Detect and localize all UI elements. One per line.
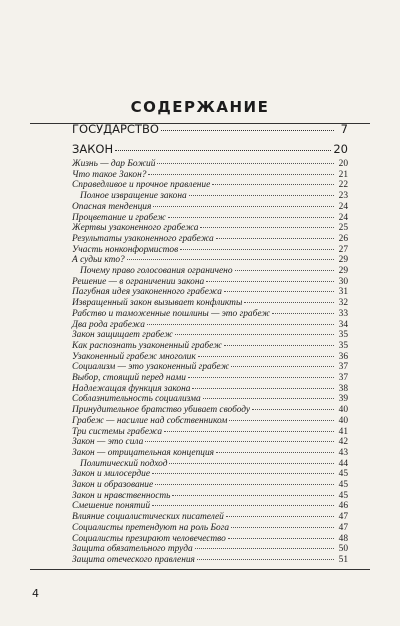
toc-entry-page: 37 <box>338 362 348 373</box>
toc-leader-dots <box>157 163 334 164</box>
toc-entry-page: 38 <box>338 383 348 394</box>
toc-entry-page: 27 <box>338 244 348 255</box>
toc-entry-label: Надлежащая функция закона <box>72 383 191 394</box>
toc-entry-page: 26 <box>338 233 348 244</box>
toc-entry-page: 42 <box>338 437 348 448</box>
toc-entry-label: Выбор, стоящий перед нами <box>72 373 186 383</box>
toc-entry-page: 40 <box>338 415 348 426</box>
toc-leader-dots <box>231 366 334 367</box>
toc-entry-label: Полное извращение закона <box>80 191 187 202</box>
toc-entry-label: Защита отеческого правления <box>72 554 195 565</box>
toc-entry-label: Почему право голосования ограничено <box>80 266 233 276</box>
toc-entry-label: Защита обязательного труда <box>72 544 193 555</box>
toc-entry-label: А судьи кто? <box>72 255 125 266</box>
toc-leader-dots <box>127 259 334 260</box>
toc-leader-dots <box>172 495 334 496</box>
toc-entry-page: 47 <box>338 522 348 533</box>
toc-entry-label: Закон и милосердие <box>72 469 150 480</box>
toc-entry <box>72 202 348 213</box>
toc-entry-page: 43 <box>338 447 348 458</box>
toc-entry-label: ЗАКОН <box>72 142 114 156</box>
toc-entry-page: 45 <box>338 490 348 501</box>
toc-leader-dots <box>152 505 334 506</box>
toc-entry <box>72 501 348 512</box>
toc-entry-label: Рабство и таможенные пошлины — это грабеж <box>72 308 270 319</box>
toc-entry <box>72 534 348 545</box>
toc-entry-page: 25 <box>338 223 348 234</box>
toc-leader-dots <box>148 174 334 175</box>
toc-entry-label: Социалисты презирают человечество <box>72 533 226 544</box>
toc-entry-page: 33 <box>338 308 348 319</box>
toc-entry-page: 20 <box>333 142 348 156</box>
toc-entry-page: 44 <box>338 458 348 469</box>
toc-leader-dots <box>200 227 334 228</box>
toc-entry <box>72 523 348 534</box>
toc-leader-dots <box>206 281 334 282</box>
toc-entry-page: 34 <box>338 319 348 330</box>
toc-entry <box>72 144 348 155</box>
toc-leader-dots <box>180 249 334 250</box>
toc-entry-label: Узаконенный грабеж многолик <box>72 351 196 362</box>
toc-entry-page: 32 <box>338 298 348 309</box>
toc-leader-dots <box>244 302 334 303</box>
toc-entry <box>72 330 348 341</box>
toc-leader-dots <box>229 420 334 421</box>
toc-entry <box>72 437 348 448</box>
toc-leader-dots <box>226 516 334 517</box>
toc-entry-label: Жизнь — дар Божий <box>72 159 156 169</box>
toc-entry <box>72 309 348 320</box>
toc-entry-label: Закон защищает грабеж <box>72 330 173 341</box>
toc-entry-page: 37 <box>338 373 348 383</box>
toc-entry-page: 30 <box>338 276 348 287</box>
toc-entry-page: 47 <box>338 512 348 523</box>
toc-entry <box>72 341 348 352</box>
toc-entry-label: Пагубная идея узаконенного грабежа <box>72 287 222 298</box>
toc-leader-dots <box>195 548 334 549</box>
toc-entry <box>72 266 348 277</box>
toc-leader-dots <box>203 398 334 399</box>
toc-leader-dots <box>235 270 334 271</box>
toc-entry-label: Результаты узаконенного грабежа <box>72 233 214 244</box>
toc-entry-label: Влияние социалистических писателей <box>72 512 224 523</box>
toc-entry-page: 51 <box>338 554 348 565</box>
toc-entry <box>72 480 348 491</box>
toc-leader-dots <box>231 527 334 528</box>
toc-entry-page: 41 <box>338 426 348 437</box>
toc-entry-label: Закон и образование <box>72 480 154 490</box>
toc-entry <box>72 394 348 405</box>
toc-entry <box>72 234 348 245</box>
bottom-rule <box>30 569 370 570</box>
toc-entry-label: Грабеж — насилие над собственником <box>72 415 228 426</box>
toc-entry <box>72 298 348 309</box>
toc-entry-label: Закон — отрицательная концепция <box>72 447 215 458</box>
toc-leader-dots <box>168 217 334 218</box>
toc-leader-dots <box>155 484 334 485</box>
toc-leader-dots <box>228 538 334 539</box>
toc-leader-dots <box>224 345 334 346</box>
toc-leader-dots <box>145 441 334 442</box>
toc-leader-dots <box>115 150 331 151</box>
toc-entry-label: Социализм — это узаконенный грабеж <box>72 362 230 373</box>
toc-entry-page: 29 <box>338 255 348 266</box>
toc-entry-label: Извращенный закон вызывает конфликты <box>72 298 243 309</box>
toc-entry-label: Политический подход <box>80 458 168 469</box>
toc-entry-label: Решение — в ограничении закона <box>72 276 205 287</box>
toc-entry <box>72 213 348 224</box>
toc-entry-page: 36 <box>338 351 348 362</box>
toc-leader-dots <box>164 431 334 432</box>
toc-entry-page: 45 <box>338 469 348 480</box>
toc-entry <box>72 405 348 416</box>
toc-entry <box>72 544 348 555</box>
toc-entry-page: 46 <box>338 501 348 512</box>
toc-entry-label: Закон — это сила <box>72 437 144 448</box>
toc-entry-page: 31 <box>338 287 348 298</box>
toc-entry <box>72 320 348 331</box>
toc-entry <box>72 191 348 202</box>
toc-entry-label: Справедливое и прочное правление <box>72 180 211 191</box>
toc-entry-page: 24 <box>338 201 348 212</box>
toc-leader-dots <box>216 452 334 453</box>
toc-entry-page: 45 <box>338 480 348 490</box>
toc-leader-dots <box>272 313 334 314</box>
toc-entry-page: 24 <box>338 212 348 223</box>
toc-entry-page: 21 <box>338 169 348 180</box>
toc-leader-dots <box>197 559 334 560</box>
toc-leader-dots <box>192 388 334 389</box>
toc-entry <box>72 124 348 135</box>
toc-entry-label: Как распознать узаконенный грабеж <box>72 340 222 351</box>
page-number: 4 <box>32 587 39 600</box>
toc-leader-dots <box>147 324 334 325</box>
toc-entry-label: Закон и нравственность <box>72 490 171 501</box>
toc-entry <box>72 373 348 384</box>
toc-entry <box>72 245 348 256</box>
toc-entry <box>72 427 348 438</box>
toc-entry-label: Что такое Закон? <box>72 169 147 180</box>
toc-leader-dots <box>169 463 334 464</box>
toc-entry-label: Три системы грабежа <box>72 426 163 437</box>
toc-entry-label: Процветание и грабеж <box>72 212 166 223</box>
toc-leader-dots <box>152 473 334 474</box>
toc-entry-page: 7 <box>340 122 348 136</box>
toc-entry-label: Соблазнительность социализма <box>72 394 201 405</box>
toc-entry-page: 29 <box>338 266 348 276</box>
toc-entry-page: 20 <box>338 159 348 169</box>
toc-entry-page: 22 <box>338 180 348 191</box>
toc-entry-label: ГОСУДАРСТВО <box>72 122 159 136</box>
toc-leader-dots <box>175 334 334 335</box>
toc-leader-dots <box>224 291 334 292</box>
toc-entry <box>72 287 348 298</box>
toc-entry <box>72 512 348 523</box>
page-title: СОДЕРЖАНИЕ <box>130 98 270 116</box>
toc-entry <box>72 352 348 363</box>
toc-entry <box>72 362 348 373</box>
toc-leader-dots <box>198 356 334 357</box>
toc-entry-page: 40 <box>338 405 348 416</box>
toc-entry-page: 35 <box>338 330 348 341</box>
toc-leader-dots <box>153 206 334 207</box>
toc-entry-page: 50 <box>338 544 348 555</box>
toc-entry <box>72 459 348 470</box>
toc-entry <box>72 159 348 170</box>
toc-entry <box>72 469 348 480</box>
toc-leader-dots <box>252 409 334 410</box>
toc-entry <box>72 555 348 566</box>
toc-entry-page: 23 <box>338 191 348 202</box>
toc-entry-page: 48 <box>338 533 348 544</box>
toc-entry <box>72 255 348 266</box>
toc-entry <box>72 448 348 459</box>
toc-leader-dots <box>189 195 334 196</box>
toc-entry-label: Опасная тенденция <box>72 201 152 212</box>
toc-entry-label: Принудительное братство убивает свободу <box>72 405 251 416</box>
toc-leader-dots <box>216 238 334 239</box>
toc-leader-dots <box>161 130 334 131</box>
toc-entry <box>72 416 348 427</box>
toc-leader-dots <box>212 184 334 185</box>
toc-entry-label: Социалисты претендуют на роль Бога <box>72 522 230 533</box>
toc-leader-dots <box>188 377 334 378</box>
toc-entry <box>72 223 348 234</box>
toc-entry <box>72 180 348 191</box>
toc-entry-label: Участь нонконформистов <box>72 244 179 255</box>
toc-entry-label: Смешение понятий <box>72 501 151 512</box>
toc-entry-page: 39 <box>338 394 348 405</box>
toc-entry-label: Два рода грабежа <box>72 319 145 330</box>
toc-entry-page: 35 <box>338 340 348 351</box>
toc-entry-label: Жертвы узаконенного грабежа <box>72 223 199 234</box>
